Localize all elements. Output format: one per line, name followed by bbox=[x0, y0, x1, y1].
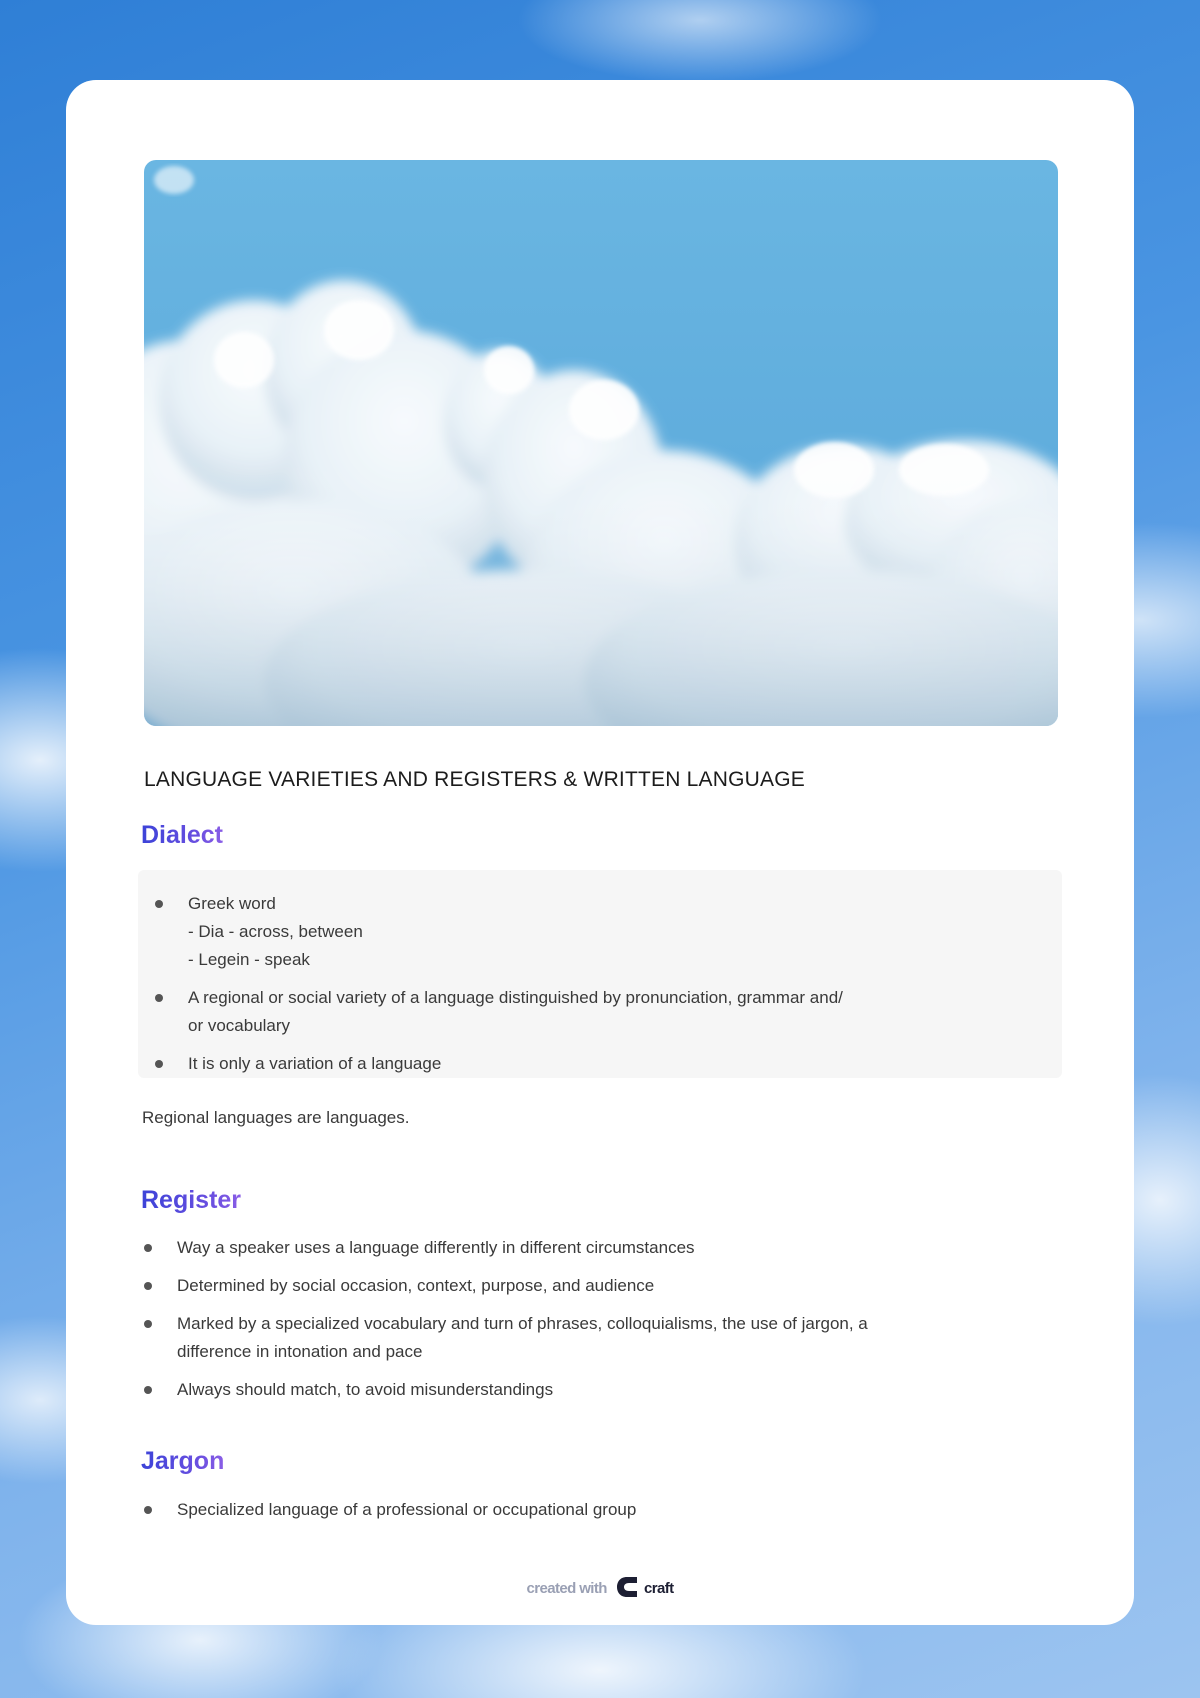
dialect-list bbox=[155, 890, 975, 1088]
heading-jargon: Jargon bbox=[141, 1447, 225, 1475]
craft-brand-label: craft bbox=[643, 1579, 674, 1597]
created-with-craft-link[interactable] bbox=[66, 1576, 1134, 1602]
bullet-icon bbox=[155, 994, 163, 1002]
register-list bbox=[144, 1234, 974, 1414]
list-item-line: Way a speaker uses a language differently in different circumstances bbox=[177, 1238, 695, 1257]
list-item bbox=[144, 1496, 974, 1524]
list-item bbox=[144, 1272, 974, 1300]
list-item-line: Greek word bbox=[188, 894, 276, 913]
list-item-line: or vocabulary bbox=[188, 1016, 291, 1035]
bullet-icon bbox=[155, 1060, 163, 1068]
list-item-line: Always should match, to avoid misunderstandings bbox=[177, 1380, 554, 1399]
bullet-icon bbox=[144, 1386, 152, 1394]
list-item bbox=[155, 984, 975, 1040]
clouds-illustration bbox=[144, 160, 1058, 726]
list-item bbox=[144, 1376, 974, 1404]
cover-image bbox=[144, 160, 1058, 726]
bullet-icon bbox=[144, 1244, 152, 1252]
list-item bbox=[144, 1310, 974, 1366]
bullet-icon bbox=[144, 1506, 152, 1514]
list-item-line: - Legein - speak bbox=[188, 950, 310, 969]
dialect-callout bbox=[138, 870, 1062, 1078]
list-item bbox=[155, 890, 975, 974]
document-title: LANGUAGE VARIETIES AND REGISTERS & WRITTEN LANGUAGE bbox=[144, 768, 805, 791]
list-item-line: - Dia - across, between bbox=[188, 922, 363, 941]
created-with-label: created with bbox=[526, 1579, 607, 1597]
bullet-icon bbox=[144, 1320, 152, 1328]
list-item bbox=[155, 1050, 975, 1078]
list-item bbox=[144, 1234, 974, 1262]
jargon-list bbox=[144, 1496, 974, 1534]
list-item-line: Determined by social occasion, context, purpose, and audience bbox=[177, 1276, 655, 1295]
craft-logo-icon bbox=[616, 1576, 638, 1602]
list-item-line: difference in intonation and pace bbox=[177, 1342, 423, 1361]
list-item-line: Specialized language of a professional or occupational group bbox=[177, 1500, 637, 1519]
heading-dialect: Dialect bbox=[141, 821, 223, 849]
document-card bbox=[66, 80, 1134, 1625]
list-item-line: A regional or social variety of a language distinguished by pronunciation, grammar and/ bbox=[188, 988, 843, 1007]
bullet-icon bbox=[144, 1282, 152, 1290]
dialect-note: Regional languages are languages. bbox=[142, 1108, 410, 1127]
list-item-line: Marked by a specialized vocabulary and turn of phrases, colloquialisms, the use of jargon, a bbox=[177, 1314, 868, 1333]
list-item-line: It is only a variation of a language bbox=[188, 1054, 442, 1073]
heading-register: Register bbox=[141, 1186, 242, 1214]
bullet-icon bbox=[155, 900, 163, 908]
